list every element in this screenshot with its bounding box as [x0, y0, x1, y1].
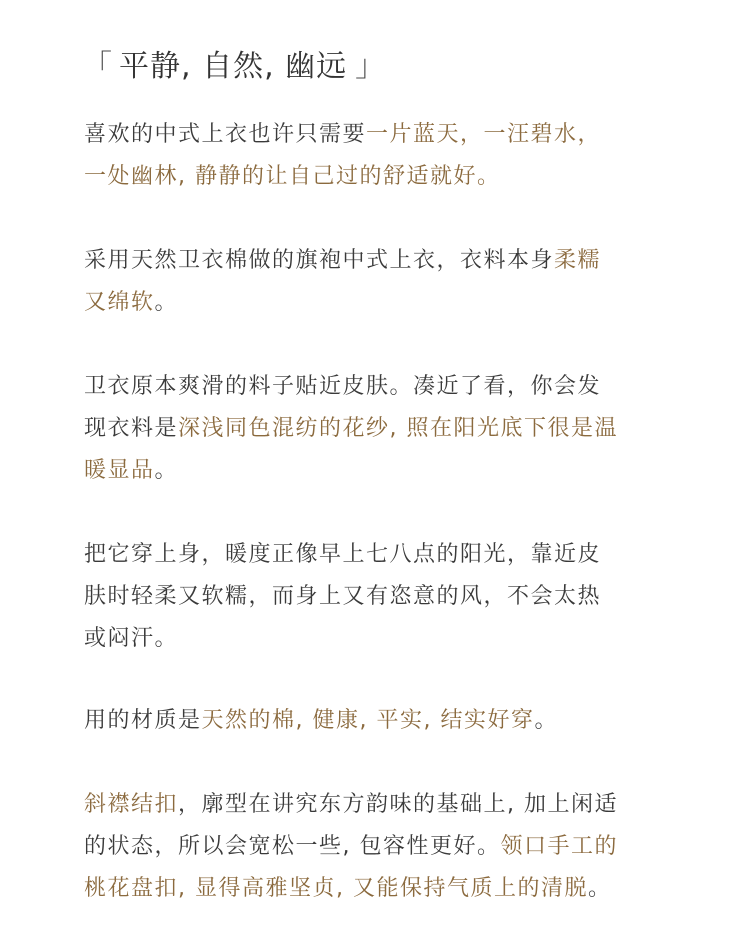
text-line	[84, 534, 684, 576]
paragraph-texture	[84, 366, 684, 492]
paragraph-fabric	[84, 240, 684, 324]
paragraph-intro	[84, 114, 684, 198]
body-text: 喜欢的中式上衣也许只需要	[84, 122, 367, 147]
body-text: 的状态，所以会宽松一些, 包容性更好。	[84, 834, 501, 859]
highlighted-text: 暖显品	[84, 458, 155, 483]
body-text: 肤时轻柔又软糯，而身上又有恣意的风，不会太热	[84, 584, 602, 609]
text-line	[84, 450, 684, 492]
highlighted-text: 一片蓝天，一汪碧水，	[366, 122, 602, 147]
text-line	[84, 408, 684, 450]
highlighted-text: 天然的棉, 健康, 平实, 结实好穿	[201, 708, 535, 733]
paragraph-wearing	[84, 534, 684, 660]
body-text: 。	[587, 876, 612, 901]
body-text: ，廓型在讲究东方韵味的基础上, 加上闲适	[178, 792, 619, 817]
body-text: 采用天然卫衣棉做的旗袍中式上衣，衣料本身	[84, 248, 555, 273]
title-open-bracket: 「	[82, 49, 113, 84]
body-text: 。	[534, 708, 558, 733]
body-text: 卫衣原本爽滑的料子贴近皮肤。凑近了看，你会发	[84, 374, 602, 399]
body-text: 或闷汗。	[84, 626, 179, 651]
text-line	[84, 156, 684, 198]
text-line	[84, 618, 684, 660]
highlighted-text: 领口手工的	[500, 834, 619, 859]
highlighted-text: 又绵软	[84, 290, 155, 315]
text-line	[84, 868, 684, 910]
text-line	[84, 576, 684, 618]
paragraph-design	[84, 784, 684, 910]
body-text: 用的材质是	[84, 708, 202, 733]
text-line	[84, 240, 684, 282]
highlighted-text: 一处幽林, 静静的让自己过的舒适就好。	[84, 164, 501, 189]
text-line	[84, 366, 684, 408]
title-text: 平静, 自然, 幽远	[119, 49, 348, 84]
text-line	[84, 114, 684, 156]
title-close-bracket: 」	[355, 49, 387, 84]
highlighted-text: 桃花盘扣, 显得高雅坚贞, 又能保持气质上的清脱	[84, 876, 588, 901]
paragraph-material	[84, 700, 684, 742]
highlighted-text: 深浅同色混纺的花纱, 照在阳光底下很是温	[178, 416, 619, 441]
body-text: 。	[154, 458, 179, 483]
text-line	[84, 826, 684, 868]
text-line	[84, 282, 684, 324]
body-text: 现衣料是	[84, 416, 179, 441]
body-text: 把它穿上身，暖度正像早上七八点的阳光，靠近皮	[84, 542, 602, 567]
body-text: 。	[154, 290, 179, 315]
text-line	[84, 784, 684, 826]
section-title	[82, 42, 386, 92]
highlighted-text: 斜襟结扣	[84, 792, 179, 817]
highlighted-text: 柔糯	[554, 248, 602, 273]
text-line	[84, 700, 684, 742]
